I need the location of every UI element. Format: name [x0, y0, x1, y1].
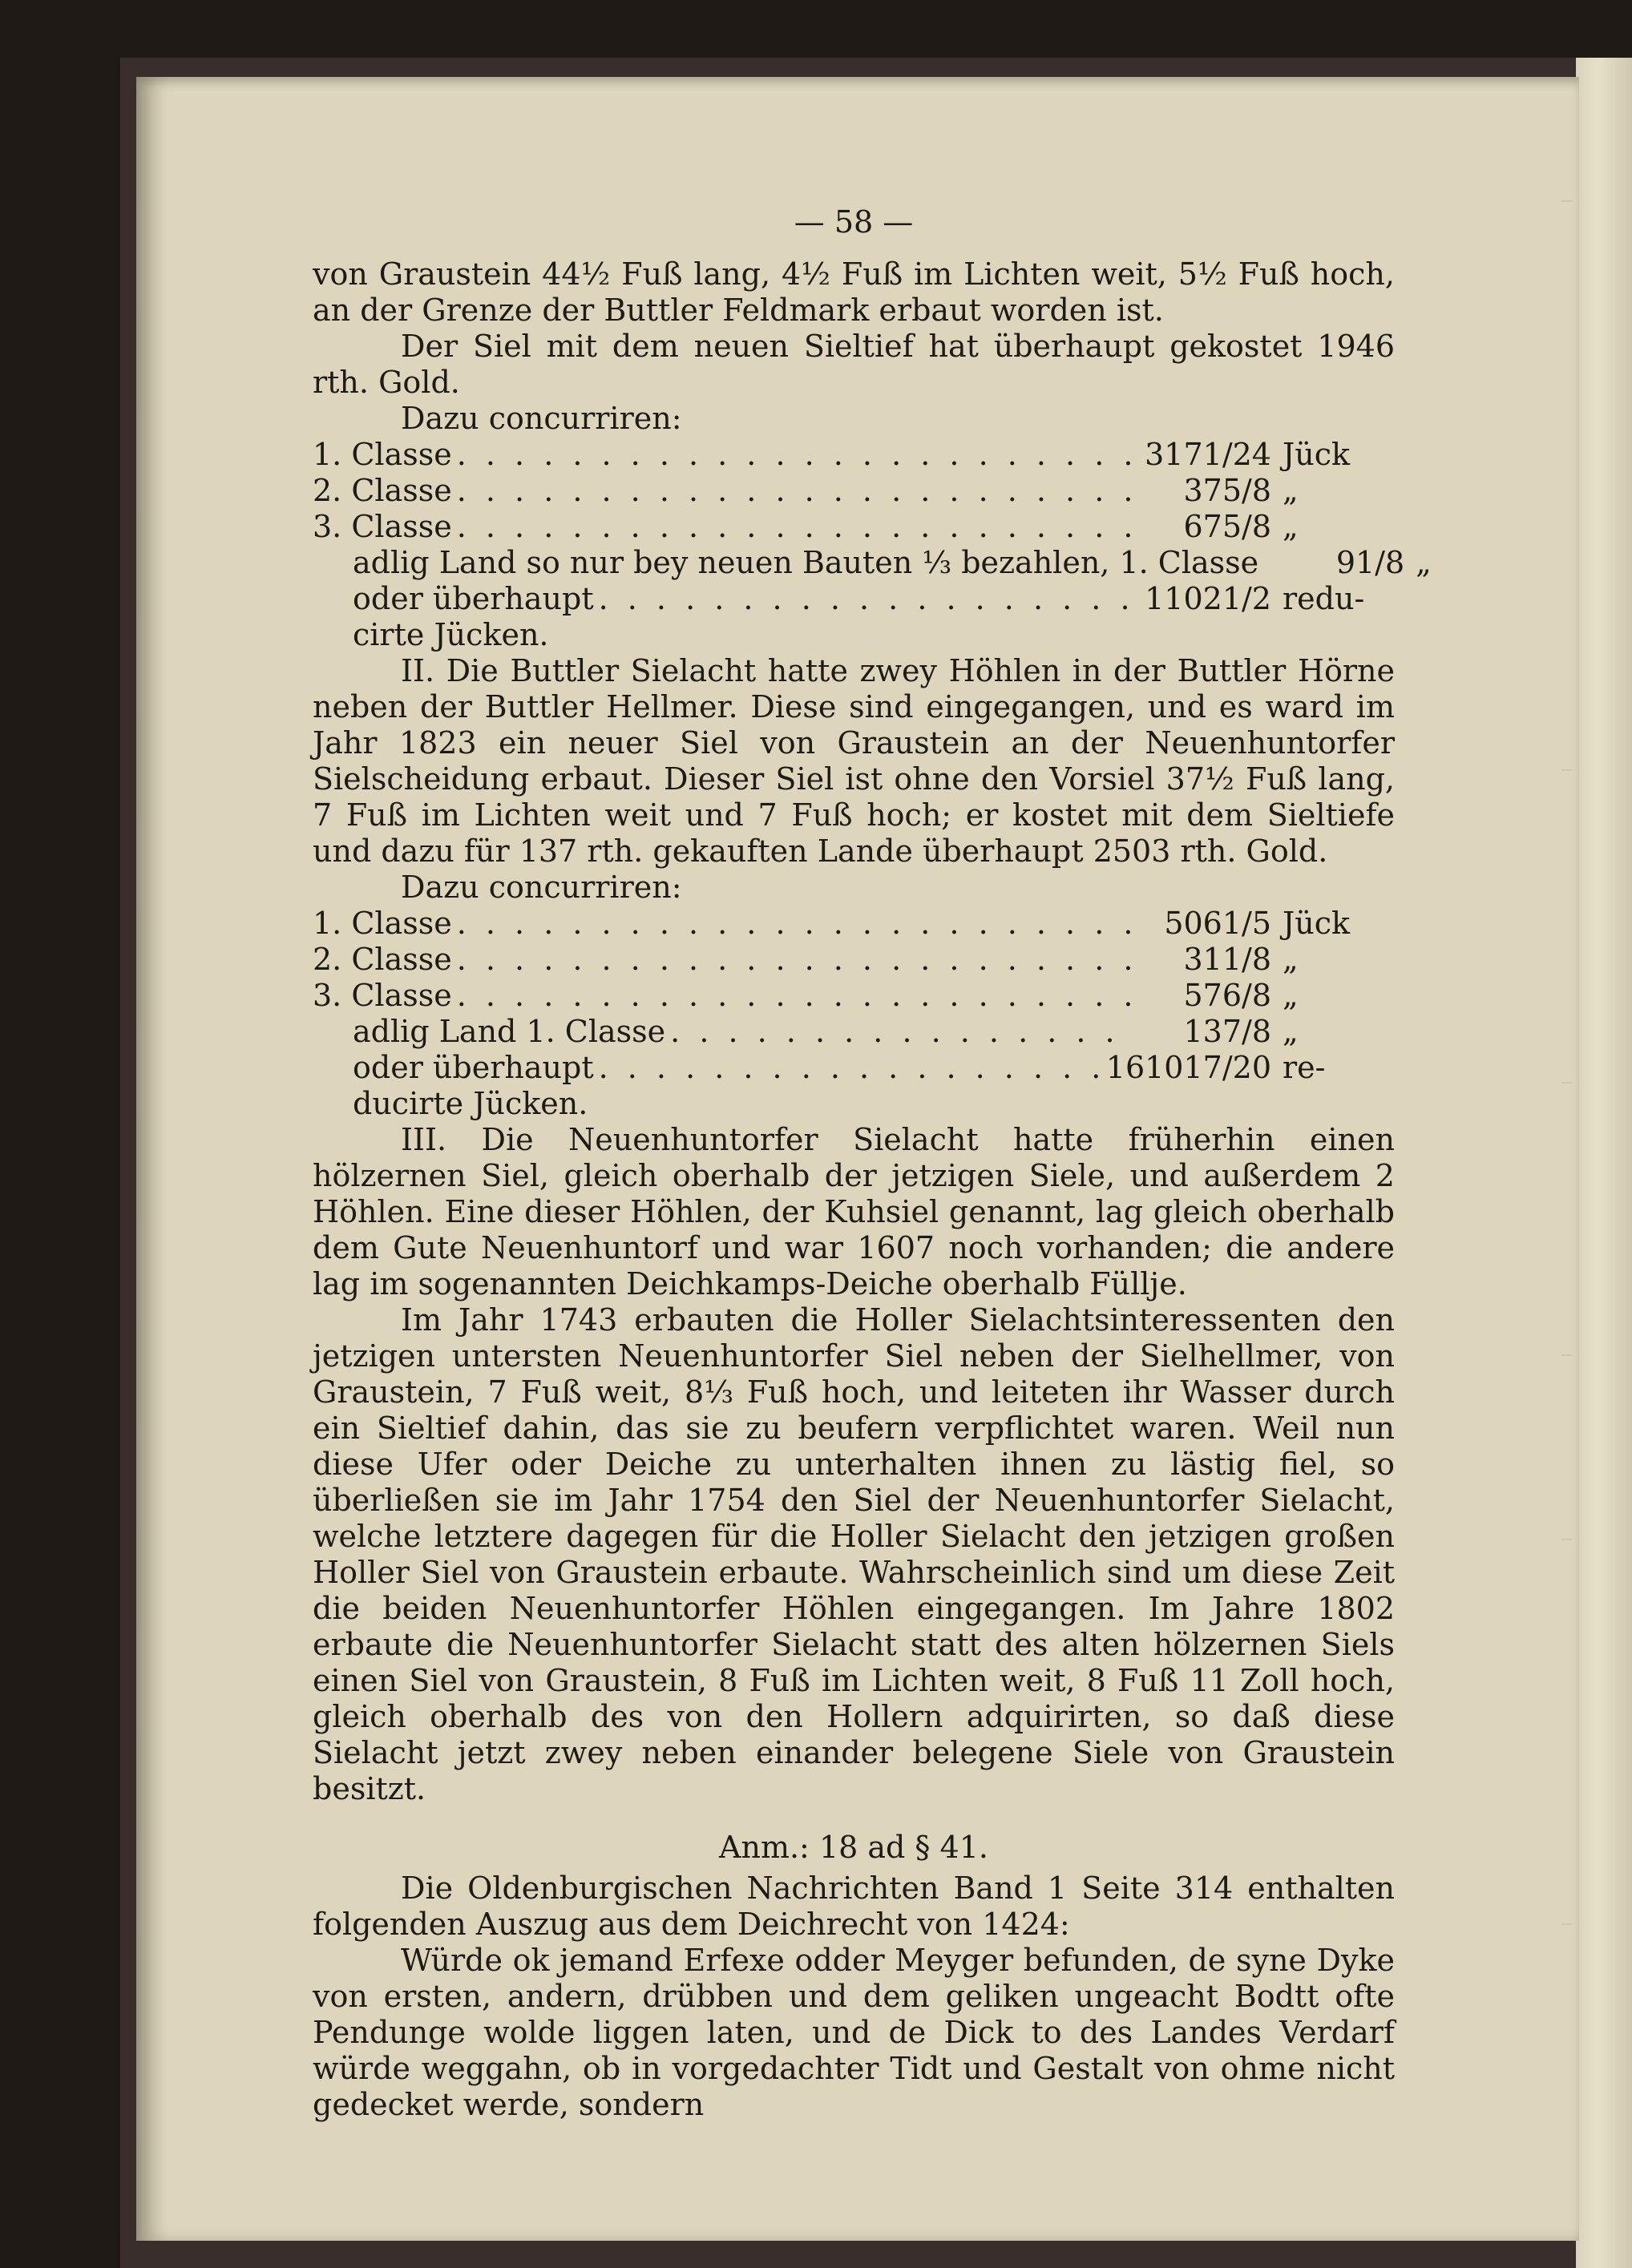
list-row: [313, 942, 1395, 978]
list-row: [313, 545, 1432, 581]
note-heading: Anm.: 18 ad § 41.: [719, 1830, 988, 1865]
edge-mark: [1561, 1354, 1573, 1356]
paragraph: Der Siel mit dem neuen Sieltief hat überhaupt gekostet 1946 rth. Gold.: [313, 329, 1395, 400]
list-tail: cirte Jücken.: [353, 617, 549, 652]
paragraph: von Graustein 44½ Fuß lang, 4½ Fuß im Lichten weit, 5½ Fuß hoch, an der Grenze der Buttler Feldmark erbaut worden ist.: [313, 256, 1395, 328]
row-value: 375/8: [1183, 473, 1271, 508]
row-unit: Jück: [1283, 437, 1351, 472]
row-unit: „: [1283, 942, 1299, 977]
list-row: [313, 473, 1395, 509]
row-value: 311/8: [1183, 942, 1271, 977]
edge-mark: [1561, 1082, 1573, 1084]
list-row: [313, 978, 1395, 1014]
row-label: 1. Classe: [313, 437, 452, 472]
paragraph: Im Jahr 1743 erbauten die Holler Sielachtsinteressenten den jetzigen untersten Neuenhuntorfer Siel neben der Sielhellmer, von Graustein, 7 Fuß weit, 8⅓ Fuß hoch, und leiteten ihr Wasser durch ein Sieltief dahin, das sie zu beufern verpflichtet waren. Weil nun diese Ufer oder Deiche zu unterhalten ihnen zu lästig fiel, so überließen sie im Jahr 1754 den Siel der Neuenhuntorfer Sielacht, welche letztere dagegen für die Holler Sielacht den jetzigen großen Holler Siel von Graustein erbaute. Wahrscheinlich sind um diese Zeit die beiden Neuenhuntorfer Höhlen eingegangen. Im Jahre 1802 erbaute die Neuenhuntorfer Sielacht statt des alten hölzernen Siels einen Siel von Graustein, 8 Fuß im Lichten weit, 8 Fuß 11 Zoll hoch, gleich oberhalb des von den Hollern adquirirten, so daß diese Sielacht jetzt zwey neben einander belegene Siele von Graustein besitzt.: [313, 1302, 1395, 1806]
row-value: 5061/5: [1164, 906, 1271, 941]
row-unit: „: [1283, 978, 1299, 1013]
row-label: 2. Classe: [313, 473, 452, 508]
class-list-1: [313, 401, 1432, 653]
row-label: 3. Classe: [313, 509, 452, 544]
edge-mark: [1561, 200, 1573, 202]
edge-mark: [1561, 769, 1573, 771]
class-list-2: [313, 870, 1395, 1122]
page-gutter-shadow: [136, 77, 168, 2241]
row-value: 576/8: [1183, 978, 1271, 1013]
list-row: [313, 1050, 1395, 1086]
list-row: [313, 1014, 1395, 1050]
paragraph: Die Oldenburgischen Nachrichten Band 1 Seite 314 enthalten folgenden Auszug aus dem Deichrecht von 1424:: [313, 1870, 1395, 1942]
list-tail: ducirte Jücken.: [353, 1086, 588, 1121]
row-label: adlig Land so nur bey neuen Bauten ⅓ bezahlen, 1. Classe: [353, 545, 1259, 580]
list-row: [313, 581, 1395, 617]
page-number: — 58 —: [794, 204, 914, 240]
row-value: 161017/20: [1105, 1050, 1271, 1085]
list-row: [313, 906, 1395, 942]
edge-mark: [1561, 1923, 1573, 1925]
row-value: 91/8: [1335, 545, 1405, 580]
row-unit: „: [1416, 545, 1432, 580]
row-unit: „: [1283, 509, 1299, 544]
row-unit: „: [1283, 1014, 1299, 1049]
row-value: 675/8: [1183, 509, 1271, 544]
row-unit: „: [1283, 473, 1299, 508]
list-row: [313, 509, 1395, 545]
page-text: [313, 204, 1432, 2123]
list-row: [313, 437, 1395, 473]
edge-mark: [1561, 1539, 1573, 1540]
row-unit: redu-: [1283, 581, 1365, 616]
paragraph: III. Die Neuenhuntorfer Sielacht hatte früherhin einen hölzernen Siel, gleich oberhalb der jetzigen Siele, und außerdem 2 Höhlen. Eine dieser Höhlen, der Kuhsiel genannt, lag gleich oberhalb dem Gute Neuenhuntorf und war 1607 noch vorhanden; die andere lag im sogenannten Deichkamps-Deiche oberhalb Füllje.: [313, 1122, 1395, 1301]
row-label: oder überhaupt: [353, 1050, 594, 1085]
row-label: oder überhaupt: [353, 581, 594, 616]
row-label: 3. Classe: [313, 978, 452, 1013]
list-intro: Dazu concurriren:: [401, 401, 682, 436]
paragraph: Würde ok jemand Erfexe odder Meyger befunden, de syne Dyke von ersten, andern, drübben und dem geliken ungeacht Bodtt ofte Pendunge wolde liggen laten, und de Dick to des Landes Verdarf würde weggahn, ob in vorgedachter Tidt und Gestalt von ohme nicht gedecket werde, sondern: [313, 1943, 1395, 2122]
row-unit: Jück: [1283, 906, 1351, 941]
row-value: 11021/2: [1145, 581, 1271, 616]
row-label: adlig Land 1. Classe: [353, 1014, 666, 1049]
row-value: 3171/24: [1145, 437, 1271, 472]
paragraph: II. Die Buttler Sielacht hatte zwey Höhlen in der Buttler Hörne neben der Buttler Hellmer. Diese sind eingegangen, und es ward im Jahr 1823 ein neuer Siel von Graustein an der Neuenhuntorfer Sielscheidung erbaut. Dieser Siel ist ohne den Vorsiel 37½ Fuß lang, 7 Fuß im Lichten weit und 7 Fuß hoch; er kostet mit dem Sieltiefe und dazu für 137 rth. gekauften Lande überhaupt 2503 rth. Gold.: [313, 653, 1395, 869]
row-label: 1. Classe: [313, 906, 452, 941]
list-intro: Dazu concurriren:: [401, 870, 682, 905]
row-value: 137/8: [1183, 1014, 1271, 1049]
row-unit: re-: [1283, 1050, 1326, 1085]
book-page-edges: [1576, 58, 1632, 2268]
row-label: 2. Classe: [313, 942, 452, 977]
